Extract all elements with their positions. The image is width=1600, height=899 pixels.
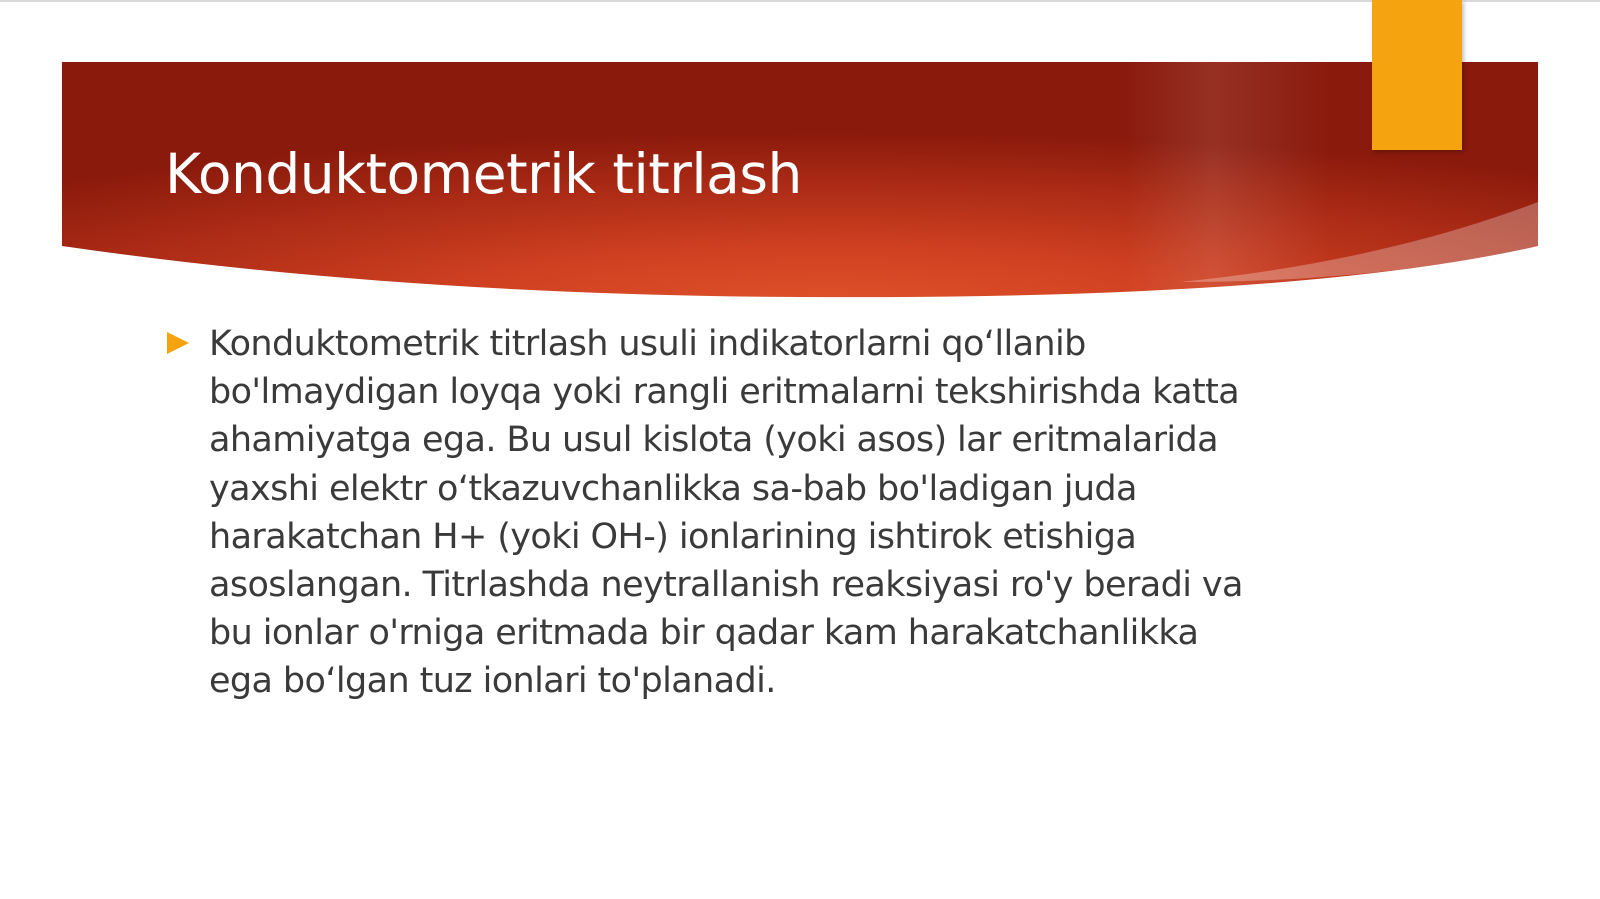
- bullet-text: Konduktometrik titrlash usuli indikatorlarni qo‘llanib bo'lmaydigan loyqa yoki rangli eritmalarni tekshirishda katta ahamiyatga ega. Bu usul kislota (yoki asos) lar eritmalarida yaxshi elektr o‘tkazuvchanlikka sa-bab bo'ladigan juda harakatchan H+ (yoki OH-) ionlarining ishtirok etishiga asoslangan. Titrlashda neytrallanish reaksiyasi ro'y beradi va bu ionlar o'rniga eritmada bir qadar kam harakatchanlikka ega bo‘lgan tuz ionlari to'planadi.: [209, 324, 1243, 702]
- triangle-bullet-icon: [165, 330, 191, 356]
- accent-tab: [1372, 0, 1462, 150]
- slide-title: Konduktometrik titrlash: [165, 142, 802, 206]
